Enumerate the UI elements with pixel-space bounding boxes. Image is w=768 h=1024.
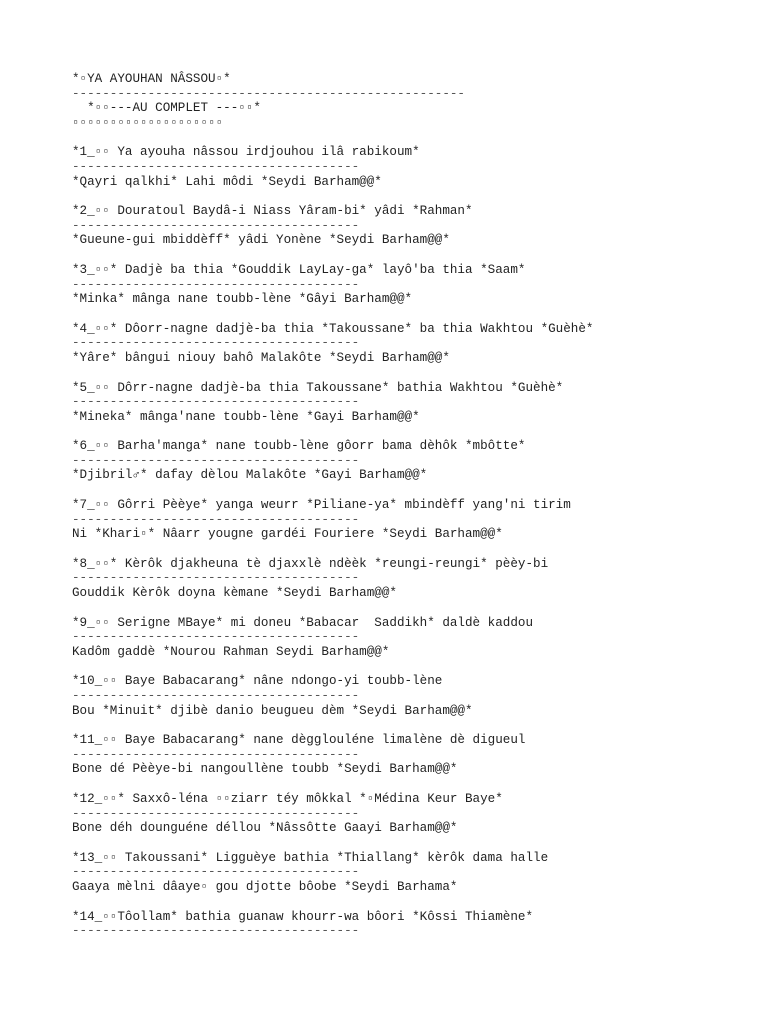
document-page <box>72 72 752 939</box>
verse-separator: -------------------------------------- <box>72 571 360 586</box>
verse-separator: -------------------------------------- <box>72 630 360 645</box>
verse-separator: -------------------------------------- <box>72 277 360 292</box>
verse-block <box>72 381 752 425</box>
verse-line-2: Bone déh dounguéne déllou *Nâssôtte Gaayi Barham@@* <box>72 821 458 836</box>
verse-line-1: *6_▫▫ Barha'manga* nane toubb-lène gôorr bama dèhôk *mbôtte* <box>72 439 526 454</box>
verse-line-2: Gouddik Kèrôk doyna kèmane *Seydi Barham@@* <box>72 586 397 601</box>
verse-block <box>72 733 752 777</box>
verse-line-1: *14_▫▫Tôollam* bathia guanaw khourr-wa bôori *Kôssi Thiamène* <box>72 909 534 924</box>
verse-block <box>72 851 752 895</box>
decorative-dots: ▫▫▫▫▫▫▫▫▫▫▫▫▫▫▫▫▫▫▫▫ <box>72 115 224 130</box>
verse-line-2: *Minka* mânga nane toubb-lène *Gâyi Barham@@* <box>72 292 413 307</box>
verse-block <box>72 616 752 660</box>
verse-line-1: *11_▫▫ Baye Babacarang* nane dègglouléne limalène dè digueul <box>72 733 526 748</box>
verse-separator: -------------------------------------- <box>72 806 360 821</box>
verse-block <box>72 910 752 939</box>
verse-separator: -------------------------------------- <box>72 924 360 939</box>
verse-line-1: *13_▫▫ Takoussani* Ligguèye bathia *Thiallang* kèrôk dama halle <box>72 850 549 865</box>
verse-line-1: *9_▫▫ Serigne MBaye* mi doneu *Babacar Saddikh* daldè kaddou <box>72 615 534 630</box>
verse-block <box>72 204 752 248</box>
verse-line-2: *Mineka* mânga'nane toubb-lène *Gayi Barham@@* <box>72 409 420 424</box>
verse-separator: -------------------------------------- <box>72 453 360 468</box>
verse-line-2: *Qayri qalkhi* Lahi môdi *Seydi Barham@@* <box>72 174 382 189</box>
verse-list <box>72 145 752 938</box>
verse-line-1: *5_▫▫ Dôrr-nagne dadjè-ba thia Takoussane* bathia Wakhtou *Guèhè* <box>72 380 564 395</box>
document-title: *▫YA AYOUHAN NÂSSOU▫* <box>72 72 231 86</box>
verse-separator: -------------------------------------- <box>72 218 360 233</box>
verse-line-1: *7_▫▫ Gôrri Pèèye* yanga weurr *Piliane-ya* mbindèff yang'ni tirim <box>72 498 571 513</box>
document-subtitle: *▫▫---AU COMPLET ---▫▫* <box>72 101 261 116</box>
verse-block <box>72 322 752 366</box>
verse-separator: -------------------------------------- <box>72 865 360 880</box>
verse-block <box>72 439 752 483</box>
verse-block <box>72 145 752 189</box>
verse-separator: -------------------------------------- <box>72 747 360 762</box>
verse-line-1: *12_▫▫* Saxxô-léna ▫▫ziarr téy môkkal *▫Médina Keur Baye* <box>72 791 503 806</box>
verse-separator: -------------------------------------- <box>72 159 360 174</box>
verse-line-2: *Yâre* bângui niouy bahô Malakôte *Seydi Barham@@* <box>72 350 450 365</box>
verse-block <box>72 498 752 542</box>
verse-line-1: *8_▫▫* Kèrôk djakheuna tè djaxxlè ndèèk *reungi-reungi* pèèy-bi <box>72 556 549 571</box>
verse-line-2: *Gueune-gui mbiddèff* yâdi Yonène *Seydi Barham@@* <box>72 233 450 248</box>
verse-block <box>72 674 752 718</box>
verse-line-2: Kadôm gaddè *Nourou Rahman Seydi Barham@@* <box>72 644 390 659</box>
verse-line-1: *4_▫▫* Dôorr-nagne dadjè-ba thia *Takoussane* ba thia Wakhtou *Guèhè* <box>72 321 594 336</box>
verse-line-2: *Djibril♂* dafay dèlou Malakôte *Gayi Barham@@* <box>72 468 428 483</box>
verse-block <box>72 263 752 307</box>
verse-separator: -------------------------------------- <box>72 512 360 527</box>
verse-line-1: *2_▫▫ Douratoul Baydâ-i Niass Yâram-bi* yâdi *Rahman* <box>72 204 473 219</box>
verse-line-2: Ni *Khari▫* Nâarr yougne gardéi Fouriere *Seydi Barham@@* <box>72 527 503 542</box>
verse-separator: -------------------------------------- <box>72 336 360 351</box>
verse-line-1: *3_▫▫* Dadjè ba thia *Gouddik LayLay-ga* layô'ba thia *Saam* <box>72 262 526 277</box>
verse-line-2: Bou *Minuit* djibè danio beugueu dèm *Seydi Barham@@* <box>72 703 473 718</box>
title-separator: ---------------------------------------------------- <box>72 86 465 101</box>
verse-block <box>72 557 752 601</box>
verse-line-1: *10_▫▫ Baye Babacarang* nâne ndongo-yi toubb-lène <box>72 674 443 689</box>
verse-separator: -------------------------------------- <box>72 395 360 410</box>
verse-line-2: Gaaya mèlni dâaye▫ gou djotte bôobe *Seydi Barhama* <box>72 879 458 894</box>
verse-line-1: *1_▫▫ Ya ayouha nâssou irdjouhou ilâ rabikoum* <box>72 145 420 160</box>
verse-line-2: Bone dé Pèèye-bi nangoullène toubb *Seydi Barham@@* <box>72 762 458 777</box>
verse-separator: -------------------------------------- <box>72 689 360 703</box>
verse-block <box>72 792 752 836</box>
